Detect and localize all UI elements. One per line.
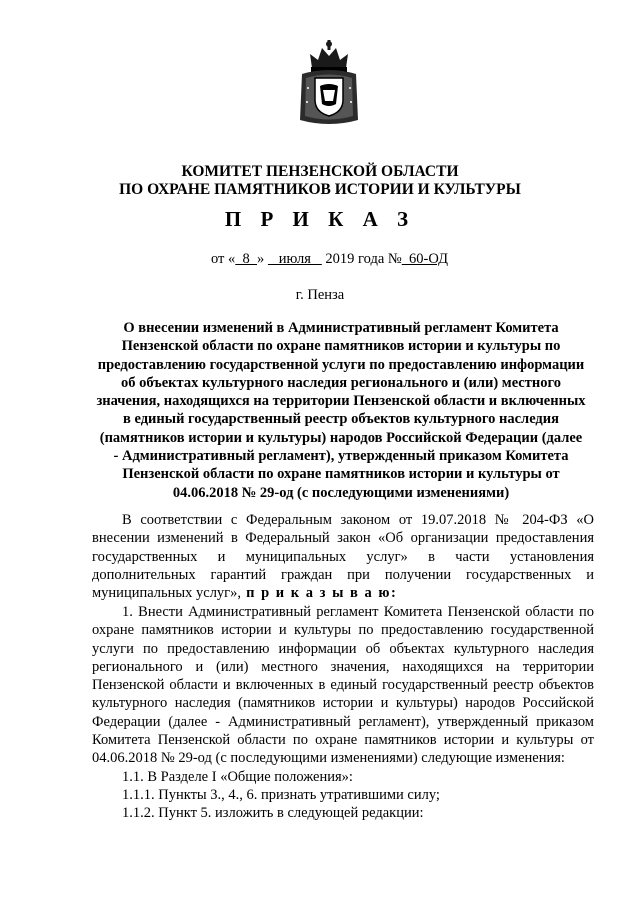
date-mid: »	[257, 251, 265, 267]
order-subject: О внесении изменений в Административный регламент Комитета Пензенской области по охране памятников истории и культуры по предоставлению государственной услуги по предоставлению информации об объектах культурного наследия регионального и (или) местного значения, находящихся на территории Пензенской области и включенных в единый государственный реестр объектов культурного наследия (памятников истории и культуры) народов Российской Федерации (далее - Административный регламент), утвержденный приказом Комитета Пензенской области по охране памятников истории и культуры от 04.06.2018 № 29-од (с последующими изменениями)	[96, 320, 586, 501]
city: г. Пенза	[295, 287, 345, 303]
order-number: 60-ОД	[401, 251, 448, 267]
committee-name-line2: ПО ОХРАНЕ ПАМЯТНИКОВ ИСТОРИИ И КУЛЬТУРЫ	[119, 181, 521, 198]
clause-1-1: 1.1. В Разделе I «Общие положения»:	[122, 769, 353, 785]
clause-1-1-2: 1.1.2. Пункт 5. изложить в следующей редакции:	[122, 805, 424, 821]
coat-of-arms-icon	[296, 38, 362, 128]
order-day: 8	[235, 251, 258, 267]
order-dateline	[211, 251, 448, 268]
order-keyword: п р и к а з ы в а ю:	[241, 585, 398, 602]
preamble-paragraph	[92, 511, 594, 602]
date-prefix: от «	[211, 251, 236, 267]
committee-name-line1: КОМИТЕТ ПЕНЗЕНСКОЙ ОБЛАСТИ	[181, 163, 459, 180]
order-year: 2019 года №	[321, 251, 402, 267]
order-month: июля	[267, 251, 322, 267]
document-type-title: П Р И К А З	[224, 207, 416, 231]
clause-1-paragraph: 1. Внести Административный регламент Комитета Пензенской области по охране памятников истории и культуры по предоставлению государственной услуги по предоставлению информации об объектах культурного наследия регионального и (или) местного значения, находящихся на территории Пензенской области и включенных в единый государственный реестр объектов культурного наследия (памятников истории и культуры) народов Российской Федерации (далее - Административный регламент), утвержденный приказом Комитета Пензенской области по охране памятников истории и культуры от 04.06.2018 № 29-од (с последующими изменениями) следующие изменения:	[92, 604, 594, 767]
clause-1-1-1: 1.1.1. Пункты 3., 4., 6. признать утратившими силу;	[122, 787, 440, 803]
preamble-text: В соответствии с Федеральным законом от 19.07.2018 № 204-ФЗ «О внесении изменений в Федеральный закон «Об организации предоставления государственных и муниципальных услуг» в части установления дополнительных гарантий граждан при получении государственных и муниципальных услуг»,	[92, 512, 594, 602]
